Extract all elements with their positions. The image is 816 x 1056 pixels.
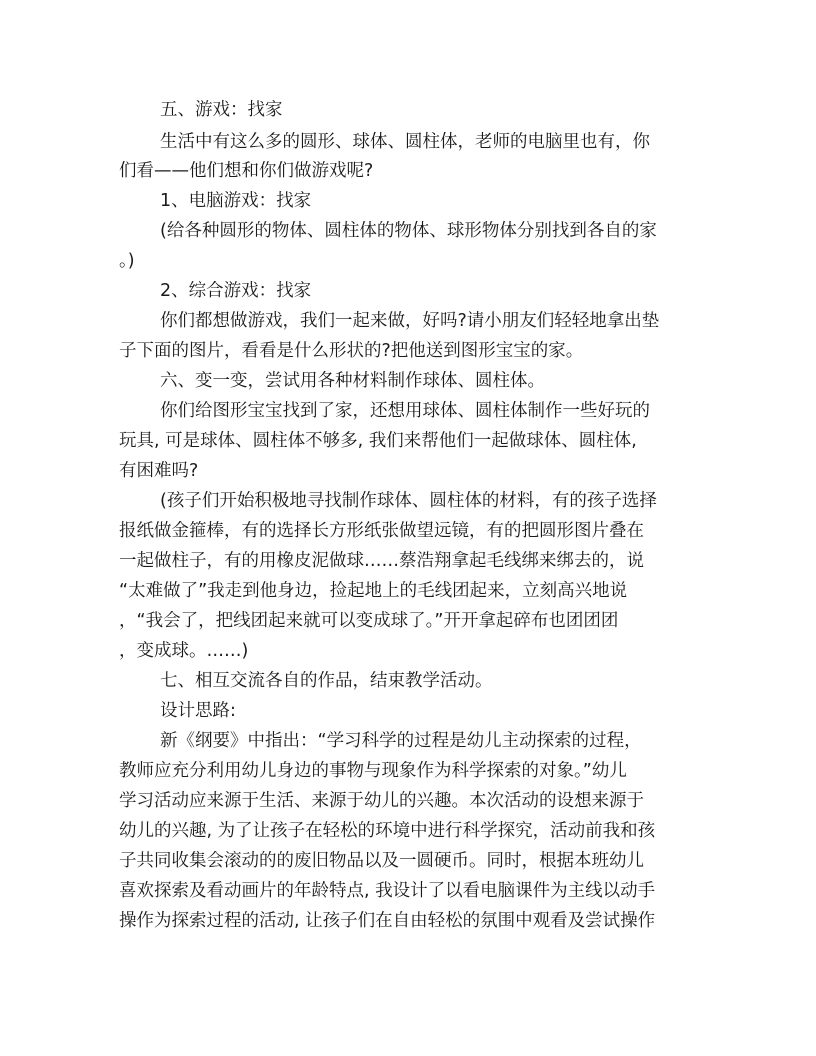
heading-game-find-home: 五、游戏：找家	[160, 100, 283, 120]
paragraph-line: 子共同收集会滚动的的废旧物品以及一圆硬币。同时，根据本班幼儿	[119, 851, 644, 871]
paragraph-line: 。)	[119, 251, 135, 271]
subheading-combined-game: 2、综合游戏：找家	[160, 281, 312, 301]
paragraph-line: 一起做柱子，有的用橡皮泥做球……蔡浩翔拿起毛线绑来绑去的，说	[119, 551, 644, 571]
paragraph-line: “太难做了”我走到他身边，捡起地上的毛线团起来，立刻高兴地说	[119, 581, 628, 601]
paragraph-line: 幼儿的兴趣, 为了让孩子在轻松的环境中进行科学探究，活动前我和孩	[119, 821, 656, 841]
heading-exchange-works: 七、相互交流各自的作品，结束教学活动。	[160, 671, 493, 691]
paragraph-line: 子下面的图片，看看是什么形状的?把他送到图形宝宝的家。	[119, 341, 584, 361]
paragraph-line: 你们给图形宝宝找到了家，还想用球体、圆柱体制作一些好玩的	[160, 401, 650, 421]
paragraph-line: ，“我会了，把线团起来就可以变成球了。”开开拿起碎布也团团团	[119, 611, 619, 631]
paragraph-line: 们看——他们想和你们做游戏呢?	[119, 161, 374, 181]
paragraph-line: 新《纲要》中指出：“学习科学的过程是幼儿主动探索的过程，	[160, 731, 642, 751]
paragraph-line: 报纸做金箍棒，有的选择长方形纸张做望远镜，有的把圆形图片叠在	[119, 521, 644, 541]
paragraph-line: 操作为探索过程的活动, 让孩子们在自由轻松的氛围中观看及尝试操作	[119, 911, 656, 931]
paragraph-line: ，变成球。……)	[119, 641, 249, 661]
paragraph-line: 喜欢探索及看动画片的年龄特点, 我设计了以看电脑课件为主线以动手	[119, 881, 656, 901]
paragraph-line: 玩具, 可是球体、圆柱体不够多, 我们来帮他们一起做球体、圆柱体,	[119, 431, 637, 451]
paragraph-line: (孩子们开始积极地寻找制作球体、圆柱体的材料，有的孩子选择	[160, 491, 657, 511]
paragraph-line: 你们都想做游戏，我们一起来做，好吗?请小朋友们轻轻地拿出垫	[160, 311, 660, 331]
heading-design-ideas: 设计思路:	[160, 701, 236, 721]
subheading-computer-game: 1、电脑游戏：找家	[160, 191, 312, 211]
paragraph-line: 生活中有这么多的圆形、球体、圆柱体，老师的电脑里也有，你	[160, 132, 650, 152]
heading-transform: 六、变一变，尝试用各种材料制作球体、圆柱体。	[160, 371, 545, 391]
paragraph-line: 有困难吗?	[119, 461, 199, 481]
paragraph-line: 教师应充分利用幼儿身边的事物与现象作为科学探索的对象。”幼儿	[119, 761, 627, 781]
paragraph-line: 学习活动应来源于生活、来源于幼儿的兴趣。本次活动的设想来源于	[119, 791, 644, 811]
paragraph-line: (给各种圆形的物体、圆柱体的物体、球形物体分别找到各自的家	[160, 221, 657, 241]
